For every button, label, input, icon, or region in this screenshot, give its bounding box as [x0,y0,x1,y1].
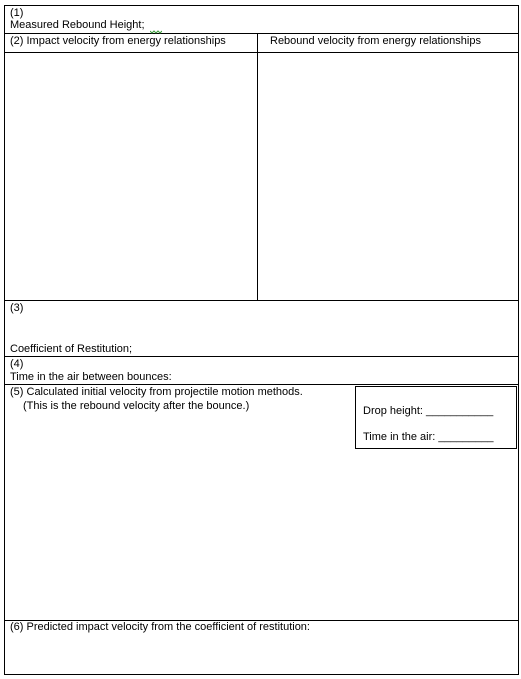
section5-subheading: (This is the rebound velocity after the bounce.) [23,400,250,412]
section1-number: (1) [10,7,24,19]
frame-right-border [518,5,519,675]
section3-number: (3) [10,302,24,314]
section1-label: Measured Rebound Height; [10,19,145,31]
section4-number: (4) [10,358,24,370]
predicted-velocity-work-area[interactable] [5,636,518,673]
drop-height-label: Drop height: ___________ [363,405,494,417]
projectile-velocity-work-area[interactable] [5,415,350,619]
time-between-bounces-label: Time in the air between bounces: [10,371,172,383]
time-in-air-label: Time in the air: _________ [363,431,494,443]
frame-top-border [4,5,519,6]
drop-data-inset-box [355,386,517,449]
spellcheck-underline [150,30,162,34]
predicted-impact-velocity-label: (6) Predicted impact velocity from the coefficient of restitution: [10,621,310,633]
section5-heading: (5) Calculated initial velocity from projectile motion methods. [10,386,303,398]
row-divider-3 [4,300,519,301]
impact-velocity-work-area[interactable] [5,53,257,300]
rebound-velocity-work-area[interactable] [258,53,518,300]
row-divider-1 [4,33,519,34]
rebound-velocity-header: Rebound velocity from energy relationships [270,35,481,47]
row-divider-4 [4,356,519,357]
frame-bottom-border [4,674,519,675]
coefficient-of-restitution-label: Coefficient of Restitution; [10,343,133,355]
impact-velocity-header: (2) Impact velocity from energy relationships [10,35,226,47]
row-divider-5 [4,384,519,385]
